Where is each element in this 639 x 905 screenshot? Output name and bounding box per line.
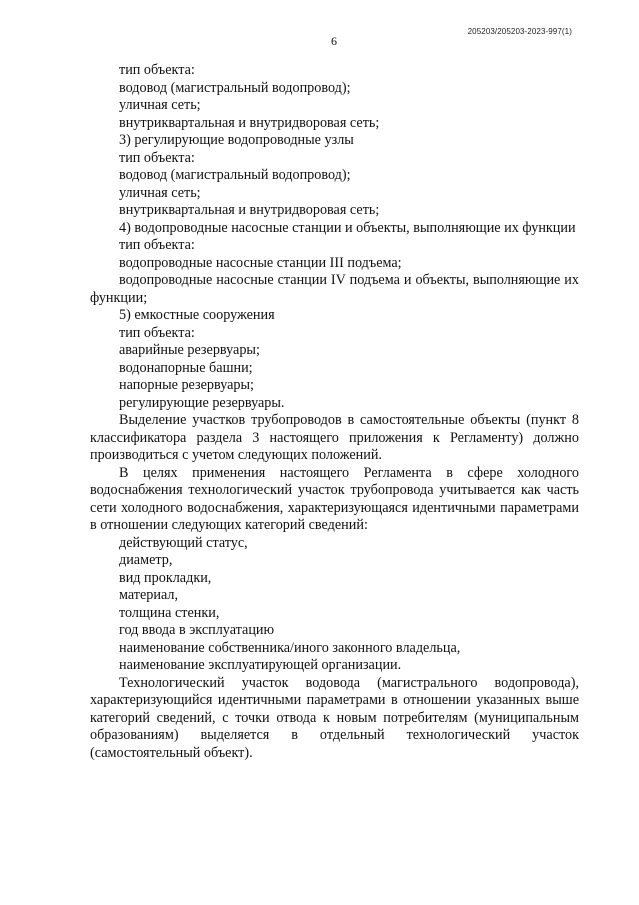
text-line: внутриквартальная и внутридворовая сеть; bbox=[119, 202, 380, 218]
text-line: водопроводные насосные станции III подъема; bbox=[119, 254, 402, 271]
category-item: материал, bbox=[119, 587, 179, 603]
text-line: водовод (магистральный водопровод); bbox=[119, 167, 351, 183]
text-line: напорные резервуары; bbox=[119, 377, 254, 393]
category-item: действующий статус, bbox=[119, 534, 248, 551]
list-item-heading: 5) емкостные сооружения bbox=[119, 307, 275, 323]
paragraph-purposes: В целях применения настоящего Регламента в сфере холодного водоснабжения технологический участок трубопровода учитывается как часть сети холодного водоснабжения, характеризующаяся идентичными параметрами в отношении следующих категорий сведений: bbox=[90, 464, 579, 533]
text-line: тип объекта: bbox=[119, 149, 195, 166]
text-line: внутриквартальная и внутридворовая сеть; bbox=[119, 114, 380, 131]
text-line: уличная сеть; bbox=[119, 184, 201, 201]
list-item-heading: 4) водопроводные насосные станции и объекты, выполняющие их функции bbox=[119, 219, 576, 236]
text-paragraph: водопроводные насосные станции IV подъема и объекты, выполняющие их функции; bbox=[90, 272, 579, 306]
paragraph-allocation: Выделение участков трубопроводов в самостоятельные объекты (пункт 8 классификатора раздела 3 настоящего приложения к Регламенту) должно производиться с учетом следующих положений. bbox=[90, 412, 579, 463]
text-line: тип объекта: bbox=[119, 237, 195, 253]
text-line: регулирующие резервуары. bbox=[119, 394, 285, 411]
text-line: водонапорные башни; bbox=[119, 359, 253, 376]
text-line: уличная сеть; bbox=[119, 97, 201, 113]
category-item: год ввода в эксплуатацию bbox=[119, 622, 275, 638]
category-item: толщина стенки, bbox=[119, 604, 220, 621]
text-line: водовод (магистральный водопровод); bbox=[119, 79, 351, 96]
category-item: диаметр, bbox=[119, 552, 173, 568]
category-item: наименование собственника/иного законного владельца, bbox=[119, 639, 461, 656]
text-line: тип объекта: bbox=[119, 62, 195, 78]
text-line: аварийные резервуары; bbox=[119, 342, 260, 358]
category-item: наименование эксплуатирующей организации. bbox=[119, 657, 402, 673]
category-item: вид прокладки, bbox=[119, 569, 212, 586]
page-number: 6 bbox=[331, 34, 337, 48]
list-item-heading: 3) регулирующие водопроводные узлы bbox=[119, 132, 354, 148]
paragraph-technological-section: Технологический участок водовода (магистрального водопровода), характеризующийся идентичными параметрами в отношении указанных выше категорий сведений, с точки отвода к новым потребителям (муниципальным образованиям) выделяется в отдельный технологический участок (самостоятельный объект). bbox=[90, 674, 579, 761]
document-id: 205203/205203-2023-997(1) bbox=[467, 27, 572, 36]
document-body bbox=[90, 62, 579, 762]
text-line: тип объекта: bbox=[119, 324, 195, 341]
